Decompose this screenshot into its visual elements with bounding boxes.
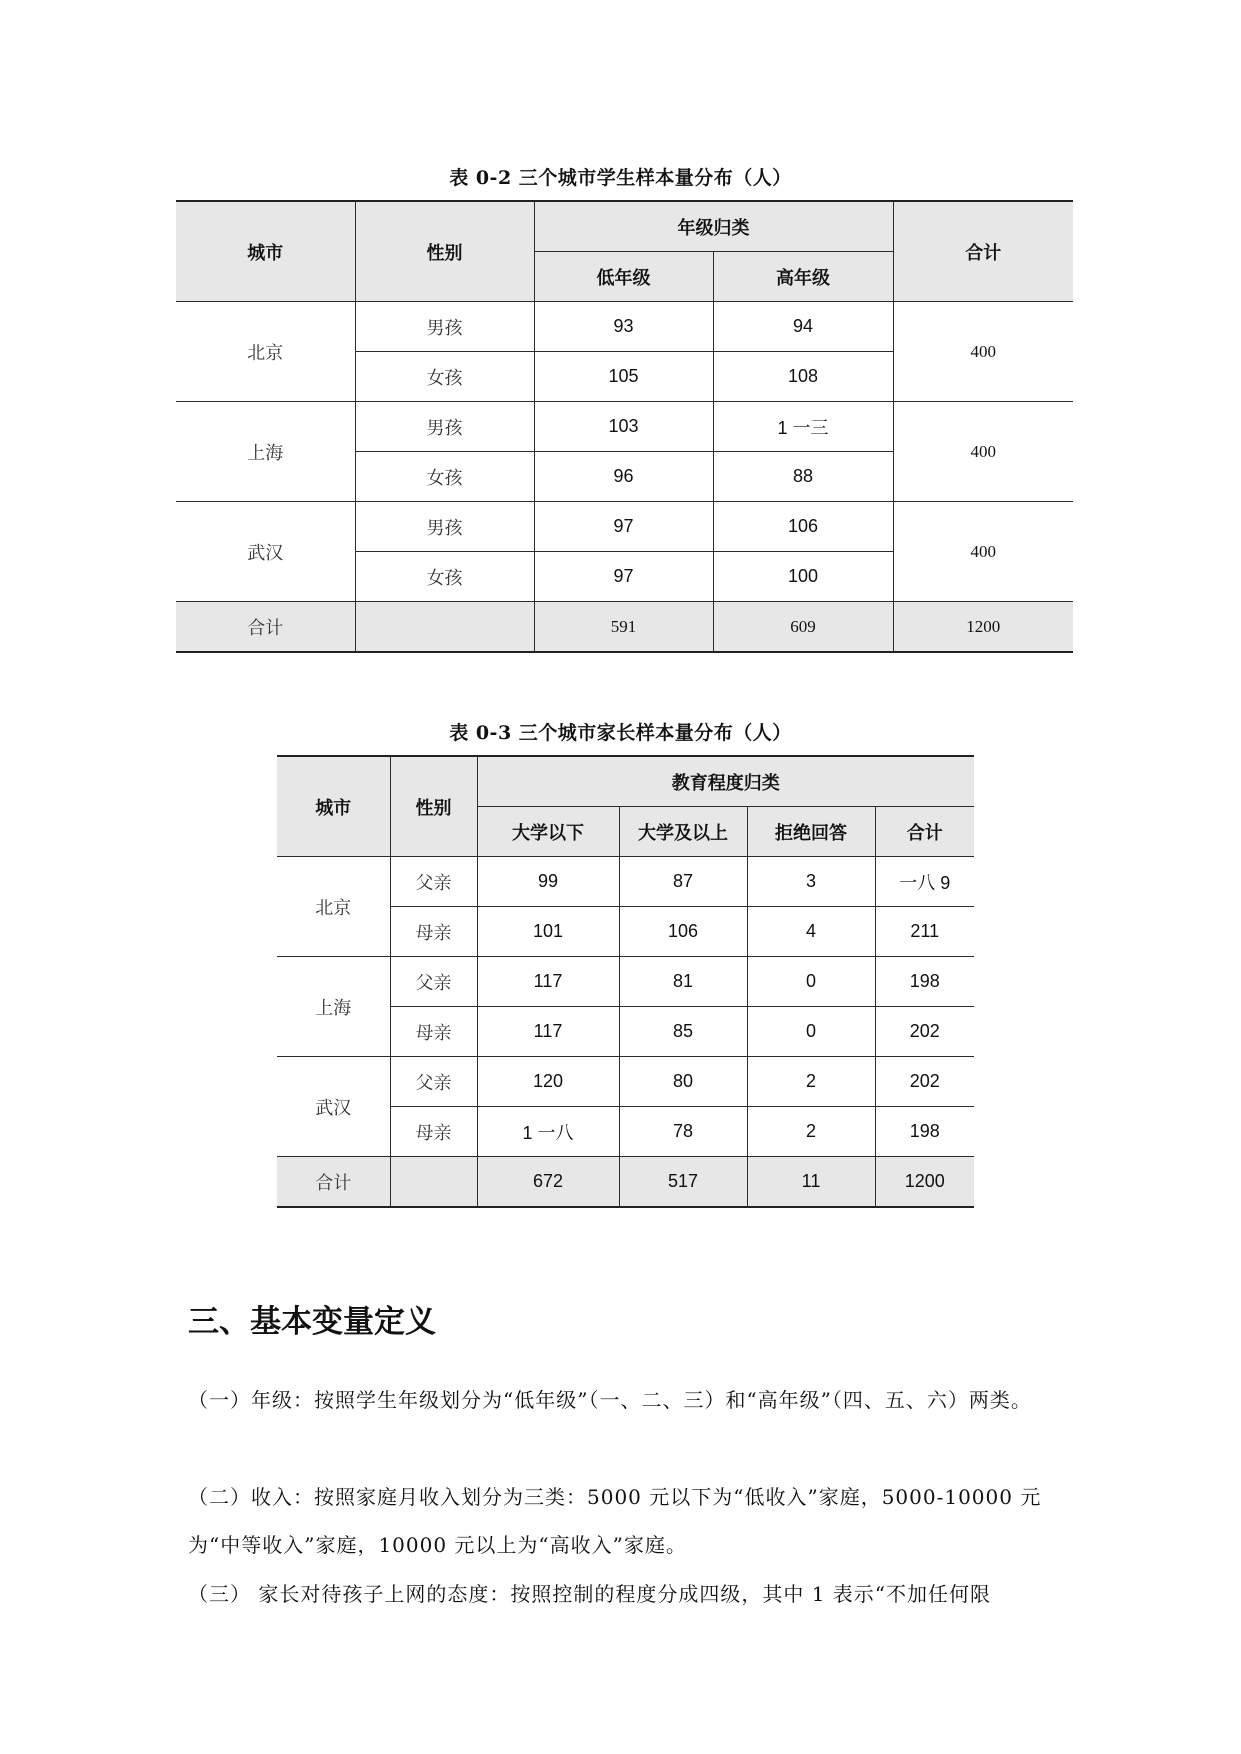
refused-cell: 2 (747, 1107, 875, 1157)
college-above-cell: 106 (619, 907, 747, 957)
gender-cell: 父亲 (390, 857, 477, 907)
gender-cell: 女孩 (355, 452, 534, 502)
college-above-cell: 87 (619, 857, 747, 907)
high-grade-cell: 94 (713, 302, 893, 352)
total-college-above: 517 (619, 1157, 747, 1208)
total-cell: 202 (875, 1057, 974, 1107)
gender-cell: 女孩 (355, 552, 534, 602)
below-college-cell: 101 (477, 907, 619, 957)
total-low-grade: 591 (534, 602, 713, 653)
low-grade-cell: 97 (534, 552, 713, 602)
below-college-cell: 117 (477, 1007, 619, 1057)
total-cell: 400 (893, 302, 1073, 402)
header-gender: 性别 (355, 201, 534, 302)
high-grade-cell: 100 (713, 552, 893, 602)
below-college-cell: 1 一八 (477, 1107, 619, 1157)
gender-cell: 女孩 (355, 352, 534, 402)
gender-cell: 母亲 (390, 907, 477, 957)
city-cell: 上海 (176, 402, 355, 502)
header-high-grade: 高年级 (713, 252, 893, 302)
gender-cell: 母亲 (390, 1107, 477, 1157)
college-above-cell: 85 (619, 1007, 747, 1057)
high-grade-cell: 1 一三 (713, 402, 893, 452)
low-grade-cell: 103 (534, 402, 713, 452)
city-cell: 北京 (277, 857, 390, 957)
total-cell: 198 (875, 1107, 974, 1157)
total-label: 合计 (176, 602, 355, 653)
below-college-cell: 117 (477, 957, 619, 1007)
high-grade-cell: 106 (713, 502, 893, 552)
header-below-college: 大学以下 (477, 807, 619, 857)
header-low-grade: 低年级 (534, 252, 713, 302)
table-row (277, 857, 974, 907)
paragraph-income: （二）收入：按照家庭月收入划分为三类：5000 元以下为“低收入”家庭，5000-10000 元为“中等收入”家庭，10000 元以上为“高收入”家庭。 (188, 1485, 1042, 1557)
table-row (176, 402, 1073, 452)
total-label: 合计 (277, 1157, 390, 1208)
city-cell: 北京 (176, 302, 355, 402)
refused-cell: 3 (747, 857, 875, 907)
header-total: 合计 (875, 807, 974, 857)
refused-cell: 2 (747, 1057, 875, 1107)
grand-total: 1200 (875, 1157, 974, 1208)
low-grade-cell: 96 (534, 452, 713, 502)
paragraph-attitude: （三） 家长对待孩子上网的态度：按照控制的程度分成四级，其中 1 表示“不加任何限 (188, 1582, 992, 1606)
city-cell: 武汉 (277, 1057, 390, 1157)
low-grade-cell: 105 (534, 352, 713, 402)
student-sample-table (176, 200, 1073, 653)
grand-total: 1200 (893, 602, 1073, 653)
gender-cell: 男孩 (355, 402, 534, 452)
total-cell: 400 (893, 502, 1073, 602)
header-college-above: 大学及以上 (619, 807, 747, 857)
table-row (176, 502, 1073, 552)
table-row (277, 1057, 974, 1107)
total-below-college: 672 (477, 1157, 619, 1208)
header-total: 合计 (893, 201, 1073, 302)
total-refused: 11 (747, 1157, 875, 1208)
city-cell: 武汉 (176, 502, 355, 602)
high-grade-cell: 108 (713, 352, 893, 402)
below-college-cell: 99 (477, 857, 619, 907)
refused-cell: 0 (747, 957, 875, 1007)
college-above-cell: 78 (619, 1107, 747, 1157)
college-above-cell: 81 (619, 957, 747, 1007)
header-city: 城市 (176, 201, 355, 302)
table2-caption: 表 0-3 三个城市家长样本量分布（人） (449, 722, 792, 744)
total-cell: 一八 9 (875, 857, 974, 907)
section-heading: 三、基本变量定义 (188, 1304, 436, 1340)
total-gender-cell (355, 602, 534, 653)
paragraph-grade: （一）年级：按照学生年级划分为“低年级”（一、二、三）和“高年级”（四、五、六）两类。 (188, 1388, 1032, 1412)
header-education-group: 教育程度归类 (477, 756, 974, 807)
below-college-cell: 120 (477, 1057, 619, 1107)
refused-cell: 0 (747, 1007, 875, 1057)
total-high-grade: 609 (713, 602, 893, 653)
refused-cell: 4 (747, 907, 875, 957)
total-row (176, 602, 1073, 653)
parent-sample-table (277, 755, 974, 1208)
table-row (277, 957, 974, 1007)
gender-cell: 男孩 (355, 302, 534, 352)
header-city: 城市 (277, 756, 390, 857)
total-cell: 198 (875, 957, 974, 1007)
gender-cell: 男孩 (355, 502, 534, 552)
gender-cell: 父亲 (390, 957, 477, 1007)
low-grade-cell: 97 (534, 502, 713, 552)
gender-cell: 父亲 (390, 1057, 477, 1107)
college-above-cell: 80 (619, 1057, 747, 1107)
total-cell: 211 (875, 907, 974, 957)
gender-cell: 母亲 (390, 1007, 477, 1057)
table1-caption: 表 0-2 三个城市学生样本量分布（人） (449, 167, 792, 189)
total-gender-cell (390, 1157, 477, 1208)
high-grade-cell: 88 (713, 452, 893, 502)
header-grade-group: 年级归类 (534, 201, 893, 252)
low-grade-cell: 93 (534, 302, 713, 352)
total-cell: 202 (875, 1007, 974, 1057)
table-row (176, 302, 1073, 352)
header-refused: 拒绝回答 (747, 807, 875, 857)
total-cell: 400 (893, 402, 1073, 502)
header-gender: 性别 (390, 756, 477, 857)
total-row (277, 1157, 974, 1208)
city-cell: 上海 (277, 957, 390, 1057)
